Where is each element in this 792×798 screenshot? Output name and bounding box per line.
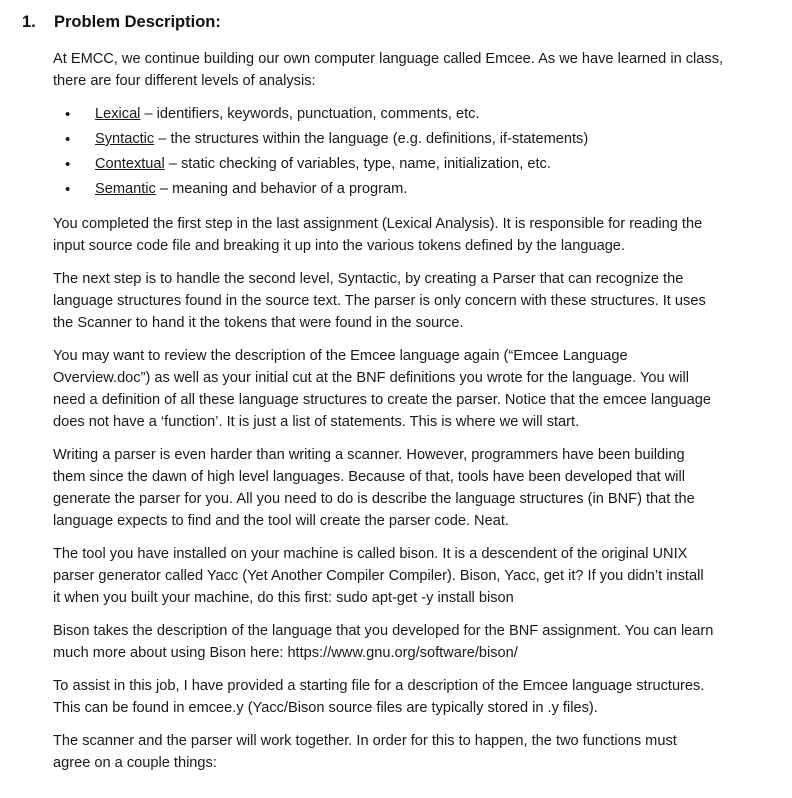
paragraph-bison-tool [53,543,759,609]
level-term: Semantic [95,181,156,197]
level-term: Contextual [95,156,165,172]
text-line: You may want to review the description of the Emcee language again (“Emcee Language [53,348,628,364]
section-title: Problem Description: [54,13,221,31]
text-line: agree on a couple things: [53,755,217,771]
text-line: much more about using Bison here: https://www.gnu.org/software/bison/ [53,645,518,661]
text-line: language structures found in the source text. The parser is only concern with these structures. It uses [53,293,706,309]
text-line: To assist in this job, I have provided a starting file for a description of the Emcee language structures. [53,678,705,694]
list-item-lexical [53,102,759,127]
text-line: them since the dawn of high level languages. Because of that, tools have been developed that will [53,469,686,485]
paragraph-writing-parser [53,444,759,532]
text-line: Overview.doc”) as well as your initial cut at the BNF definitions you wrote for the language. You will [53,370,689,386]
bullet-icon: • [65,156,71,173]
section-heading [22,10,762,34]
text-line: need a definition of all these language structures to create the parser. Notice that the emcee language [53,392,711,408]
bullet-icon: • [65,106,71,123]
paragraph-scanner-parser [53,730,759,774]
level-term: Syntactic [95,131,155,147]
text-line: there are four different levels of analysis: [53,73,316,89]
list-item-contextual [53,152,759,177]
text-line: does not have a ‘function’. It is just a list of statements. This is where we will start. [53,414,580,430]
text-line: the Scanner to hand it the tokens that were found in the source. [53,315,464,331]
level-description: – identifiers, keywords, punctuation, comments, etc. [140,106,480,122]
text-line: You completed the first step in the last assignment (Lexical Analysis). It is responsible for reading the [53,216,703,232]
paragraph-bison-description [53,620,759,664]
paragraph-review [53,345,759,433]
text-line: Writing a parser is even harder than writing a scanner. However, programmers have been building [53,447,685,463]
paragraph-starting-file [53,675,759,719]
text-line: input source code file and breaking it up into the various tokens defined by the language. [53,238,625,254]
text-line: The next step is to handle the second level, Syntactic, by creating a Parser that can recognize the [53,271,684,287]
text-line: language expects to find and the tool will create the parser code. Neat. [53,513,509,529]
section-number: 1. [22,13,36,31]
paragraph-next-step [53,268,759,334]
text-line: This can be found in emcee.y (Yacc/Bison source files are typically stored in .y files). [53,700,598,716]
list-item-syntactic [53,127,759,152]
analysis-levels-list [53,102,759,202]
text-line: The scanner and the parser will work together. In order for this to happen, the two functions must [53,733,677,749]
text-line: At EMCC, we continue building our own computer language called Emcee. As we have learned in class, [53,51,724,67]
section-content [53,48,759,774]
level-description: – meaning and behavior of a program. [155,181,408,197]
text-line: parser generator called Yacc (Yet Another Compiler Compiler). Bison, Yacc, get it? If you didn’t install [53,568,704,584]
list-item-semantic [53,177,759,202]
text-line: generate the parser for you. All you need to do is describe the language structures (in BNF) that the [53,491,695,507]
level-description: – static checking of variables, type, name, initialization, etc. [164,156,551,172]
bullet-icon: • [65,181,71,198]
paragraph-lexical-recap [53,213,759,257]
level-description: – the structures within the language (e.g. definitions, if-statements) [154,131,589,147]
text-line: it when you built your machine, do this first: sudo apt-get -y install bison [53,590,514,606]
bullet-icon: • [65,131,71,148]
level-term: Lexical [95,106,141,122]
text-line: The tool you have installed on your machine is called bison. It is a descendent of the original UNIX [53,546,688,562]
intro-paragraph [53,48,759,92]
text-line: Bison takes the description of the language that you developed for the BNF assignment. You can learn [53,623,714,639]
